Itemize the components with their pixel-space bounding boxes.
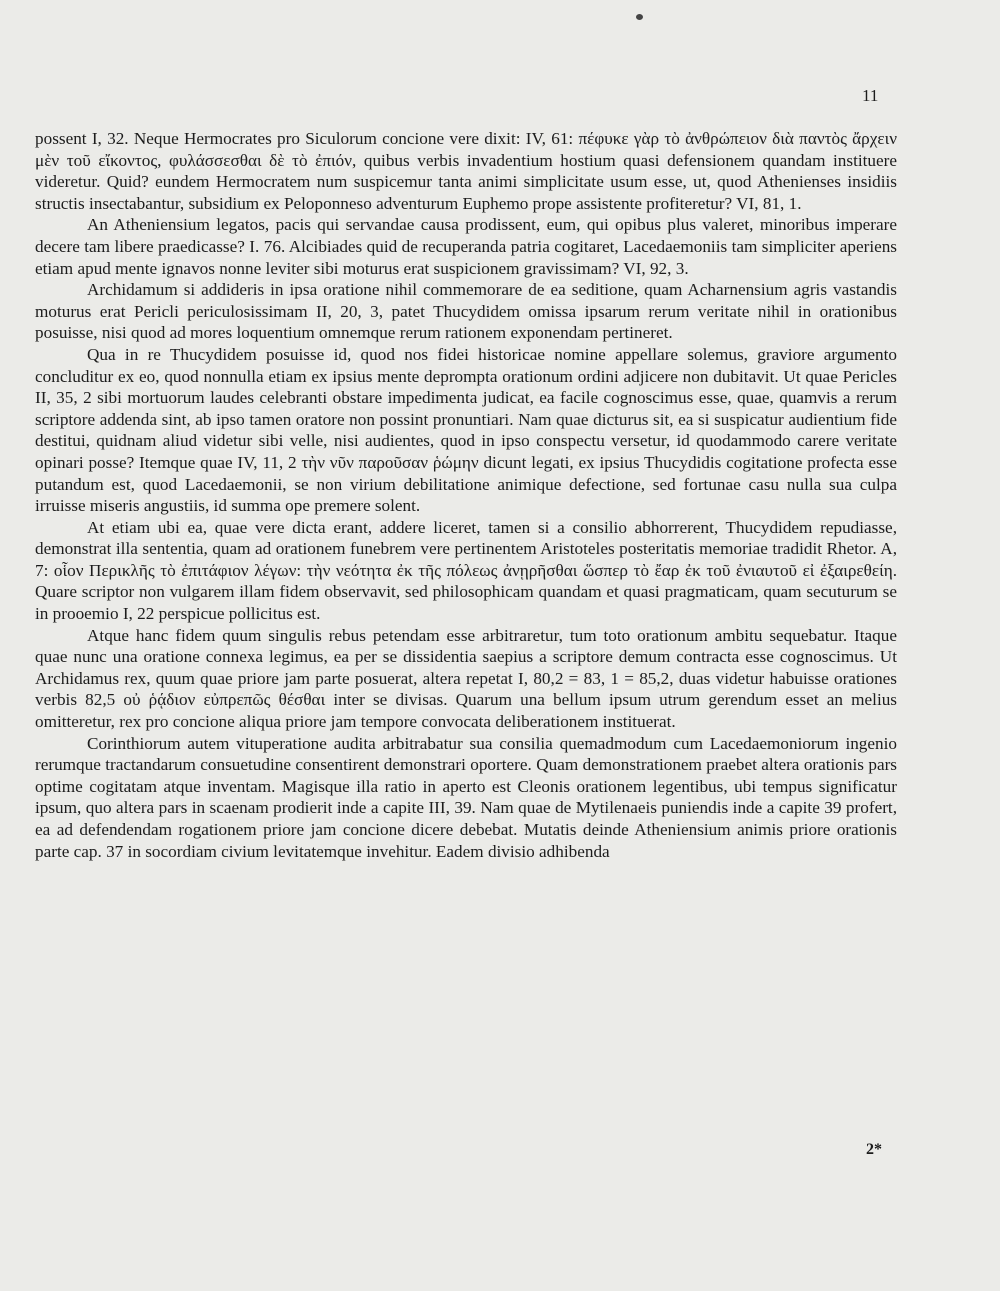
signature-mark: 2* — [866, 1141, 882, 1158]
body-text — [35, 128, 897, 862]
paragraph-1: possent I, 32. Neque Hermocrates pro Siculorum concione vere dixit: IV, 61: πέφυκε γὰρ τὸ ἀνθρώπειον διὰ παντὸς ἄρχειν μὲν τοῦ εἴκοντος, φυλάσσεσθαι δὲ τὸ ἐπιόν, quibus verbis invadentium hostium quasi defensionem quandam instituere videretur. Quid? eundem Hermocratem num suspicemur tanta animi simplicitate usum esse, ut, quod Athenienses insidiis structis insectabantur, subsidium ex Peloponneso adventurum Euphemo prope assistente profiteretur? VI, 81, 1. — [35, 129, 897, 213]
paragraph-2: An Atheniensium legatos, pacis qui servandae causa prodissent, eum, qui opibus plus valeret, minoribus imperare decere tam libere praedicasse? I. 76. Alcibiades quid de recuperanda patria cogitaret, Lacedaemoniis tam simpliciter aperiens etiam apud mente ignavos nonne leviter sibi moturus erat suspicionem gravissimam? VI, 92, 3. — [35, 215, 897, 278]
paragraph-4: Qua in re Thucydidem posuisse id, quod nos fidei historicae nomine appellare solemus, graviore argumento concluditur ex eo, quod nonnulla etiam ex ipsius mente deprompta orationum ordini adjicere non dubitavit. Ut quae Pericles II, 35, 2 sibi mortuorum laudes celebranti obstare impedimenta judicat, ea facile cognoscimus esse, quae, quamvis a rerum scriptore addenda sint, ab ipso tamen oratore non possint pronuntiari. Nam quae dicturus sit, ea si suspicatur audientium fide destitui, quidnam aliud videtur sibi velle, nisi audientes, quod in ipso conspectu versetur, id quodammodo carere veritate opinari posse? Itemque quae IV, 11, 2 τὴν νῦν παροῦσαν ῥώμην dicunt legati, ex ipsius Thucydidis cogitatione profecta esse putandum est, quod Lacedaemonii, se non virium debilitatione animique defectione, sed fortunae casu nulla sua culpa irruisse miseris angustiis, id summa ope premere solent. — [35, 344, 897, 516]
page-number: 11 — [862, 86, 879, 105]
paragraph-6: Atque hanc fidem quum singulis rebus petendam esse arbitraretur, tum toto orationum ambitu sequebatur. Itaque quae nunc una oratione connexa legimus, ea per se dissidentia saepius a scriptore demum contracta esse cognoscimus. Ut Archidamus rex, quum quae priore jam parte posuerat, altera repetat I, 80,2 = 83, 1 = 85,2, duas videtur habuisse orationes verbis 82,5 οὐ ῥᾴδιον εὐπρεπῶς θέσθαι inter se divisas. Quarum una bellum ipsum utrum gerendum esset an melius omitteretur, rex pro concione aliqua priore jam tempore convocata deliberationem instituerat. — [35, 625, 897, 732]
paragraph-3: Archidamum si addideris in ipsa oratione nihil commemorare de ea seditione, quam Acharnensium agris vastandis moturus erat Pericli periculosissimam II, 20, 3, patet Thucydidem omissa ipsarum rerum veritate nihil in orationibus posuisse, nisi quod ad mores loquentium omnemque rerum rationem exponendam pertineret. — [35, 280, 897, 343]
ink-smudge — [636, 14, 643, 20]
paragraph-5: At etiam ubi ea, quae vere dicta erant, addere liceret, tamen si a consilio abhorrerent, Thucydidem repudiasse, demonstrat illa sententia, quam ad orationem funebrem vere pertinentem Aristoteles posteritatis memoriae tradidit Rhetor. A, 7: οἷον Περικλῆς τὸ ἐπιτάφιον λέγων: τὴν νεότητα ἐκ τῆς πόλεως ἀνῃρῆσθαι ὥσπερ τὸ ἔαρ ἐκ τοῦ ἐνιαυτοῦ εἰ ἐξαιρεθείη. Quare scriptor non vulgarem illam fidem observavit, sed philosophicam quandam et quasi pragmaticam, quam secuturum se in prooemio I, 22 perspicue pollicitus est. — [35, 517, 897, 624]
paragraph-7: Corinthiorum autem vituperatione audita arbitrabatur sua consilia quemadmodum cum Lacedaemoniorum ingenio rerumque tractandarum consuetudine consentirent demonstrari oportere. Quam demonstrationem praebet altera orationis pars optime cogitatam atque inventam. Magisque illa ratio in aperto est Cleonis orationem legentibus, ubi tempus significatur ipsum, quo altera pars in scaenam prodierit inde a capite III, 39. Nam quae de Mytilenaeis puniendis inde a capite 39 profert, ea ad defendendam rogationem priore jam concione dicere debebat. Mutatis deinde Atheniensium animis priore orationis parte cap. 37 in socordiam civium levitatemque invehitur. Eadem divisio adhibenda — [35, 733, 897, 861]
